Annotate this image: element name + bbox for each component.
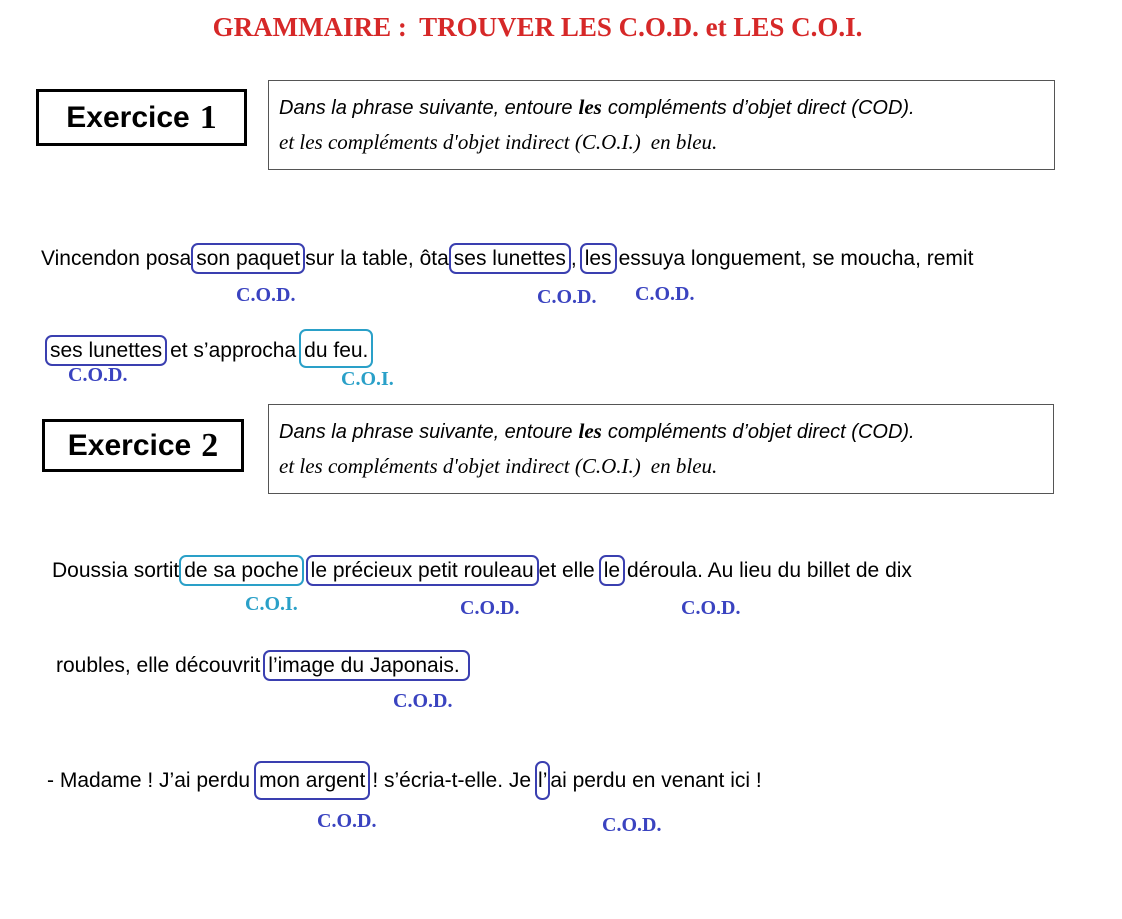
sentence-text: roubles, elle découvrit <box>56 654 261 677</box>
cod-label: C.O.D. <box>537 286 597 308</box>
sentence-text: ! s’écria-t-elle. Je <box>372 769 532 792</box>
instruction-line-2 <box>279 454 717 479</box>
exercise-2-sentence-line-1 <box>52 555 912 586</box>
instruction-text: Dans la phrase suivante, entoure <box>279 97 573 119</box>
sentence-text: Vincendon posa <box>41 247 192 270</box>
cod-circled-phrase: les <box>580 243 617 274</box>
sentence-text: et elle <box>538 559 595 582</box>
cod-label: C.O.D. <box>635 283 695 305</box>
instruction-emphasis-les: les <box>578 419 602 443</box>
cod-label: C.O.D. <box>236 284 296 306</box>
cod-label: C.O.D. <box>460 597 520 619</box>
cod-circled-phrase: l’ <box>535 761 550 800</box>
cod-circled-phrase: ses lunettes <box>449 243 571 274</box>
exercise-2-instructions <box>268 404 1054 494</box>
sentence-text: , <box>570 247 577 270</box>
sentence-text: sur la table, ôta <box>305 247 449 270</box>
instruction-text: en bleu. <box>650 130 718 154</box>
instruction-line-2 <box>279 130 717 155</box>
instruction-text: et les compléments d'objet indirect (C.O.I.) <box>279 130 641 154</box>
exercise-2-sentence-line-3 <box>47 761 762 800</box>
cod-circled-phrase: mon argent <box>254 761 370 800</box>
exercise-2-heading <box>42 419 244 472</box>
instruction-text: et les compléments d'objet indirect (C.O.I.) <box>279 454 641 478</box>
instruction-line-1 <box>279 419 915 444</box>
cod-label: C.O.D. <box>68 364 128 386</box>
cod-circled-phrase: ses lunettes <box>45 335 167 366</box>
cod-circled-phrase: le précieux petit rouleau <box>306 555 539 586</box>
exercise-1-instructions <box>268 80 1055 170</box>
instruction-text: compléments d’objet direct (COD). <box>607 421 915 443</box>
exercise-2-sentence-line-2 <box>56 650 470 681</box>
page-title <box>0 12 1075 43</box>
coi-circled-phrase: de sa poche <box>179 555 303 586</box>
exercise-1-sentence-line-2 <box>45 329 373 368</box>
instruction-line-1 <box>279 95 915 120</box>
exercise-1-label: Exercice <box>66 100 190 134</box>
cod-circled-phrase: le <box>599 555 625 586</box>
instruction-text: compléments d’objet direct (COD). <box>607 97 915 119</box>
exercise-1-number: 1 <box>199 98 217 136</box>
sentence-text: déroula. Au lieu du billet de dix <box>627 559 912 582</box>
instruction-text: Dans la phrase suivante, entoure <box>279 421 573 443</box>
cod-label: C.O.D. <box>317 810 377 832</box>
exercise-1-heading <box>36 89 247 146</box>
exercise-2-label: Exercice <box>67 428 192 462</box>
cod-label: C.O.D. <box>393 690 453 712</box>
cod-circled-phrase: l’image du Japonais. <box>263 650 469 681</box>
exercise-2-number: 2 <box>201 426 219 464</box>
sentence-text: essuya longuement, se moucha, remit <box>618 247 974 270</box>
coi-label: C.O.I. <box>341 368 394 390</box>
cod-label: C.O.D. <box>602 814 662 836</box>
sentence-text: et s’approcha <box>170 339 297 362</box>
coi-circled-phrase: du feu. <box>299 329 373 368</box>
sentence-text: Doussia sortit <box>52 559 180 582</box>
cod-label: C.O.D. <box>681 597 741 619</box>
sentence-text: ai perdu en venant ici ! <box>550 769 762 792</box>
sentence-text: - Madame ! J’ai perdu <box>47 769 251 792</box>
title-part-topic: TROUVER LES C.O.D. et LES C.O.I. <box>419 12 863 42</box>
coi-label: C.O.I. <box>245 593 298 615</box>
exercise-1-sentence-line-1 <box>41 243 973 274</box>
instruction-text: en bleu. <box>650 454 718 478</box>
instruction-emphasis-les: les <box>578 95 602 119</box>
title-part-grammaire: GRAMMAIRE : <box>212 12 407 42</box>
cod-circled-phrase: son paquet <box>191 243 305 274</box>
